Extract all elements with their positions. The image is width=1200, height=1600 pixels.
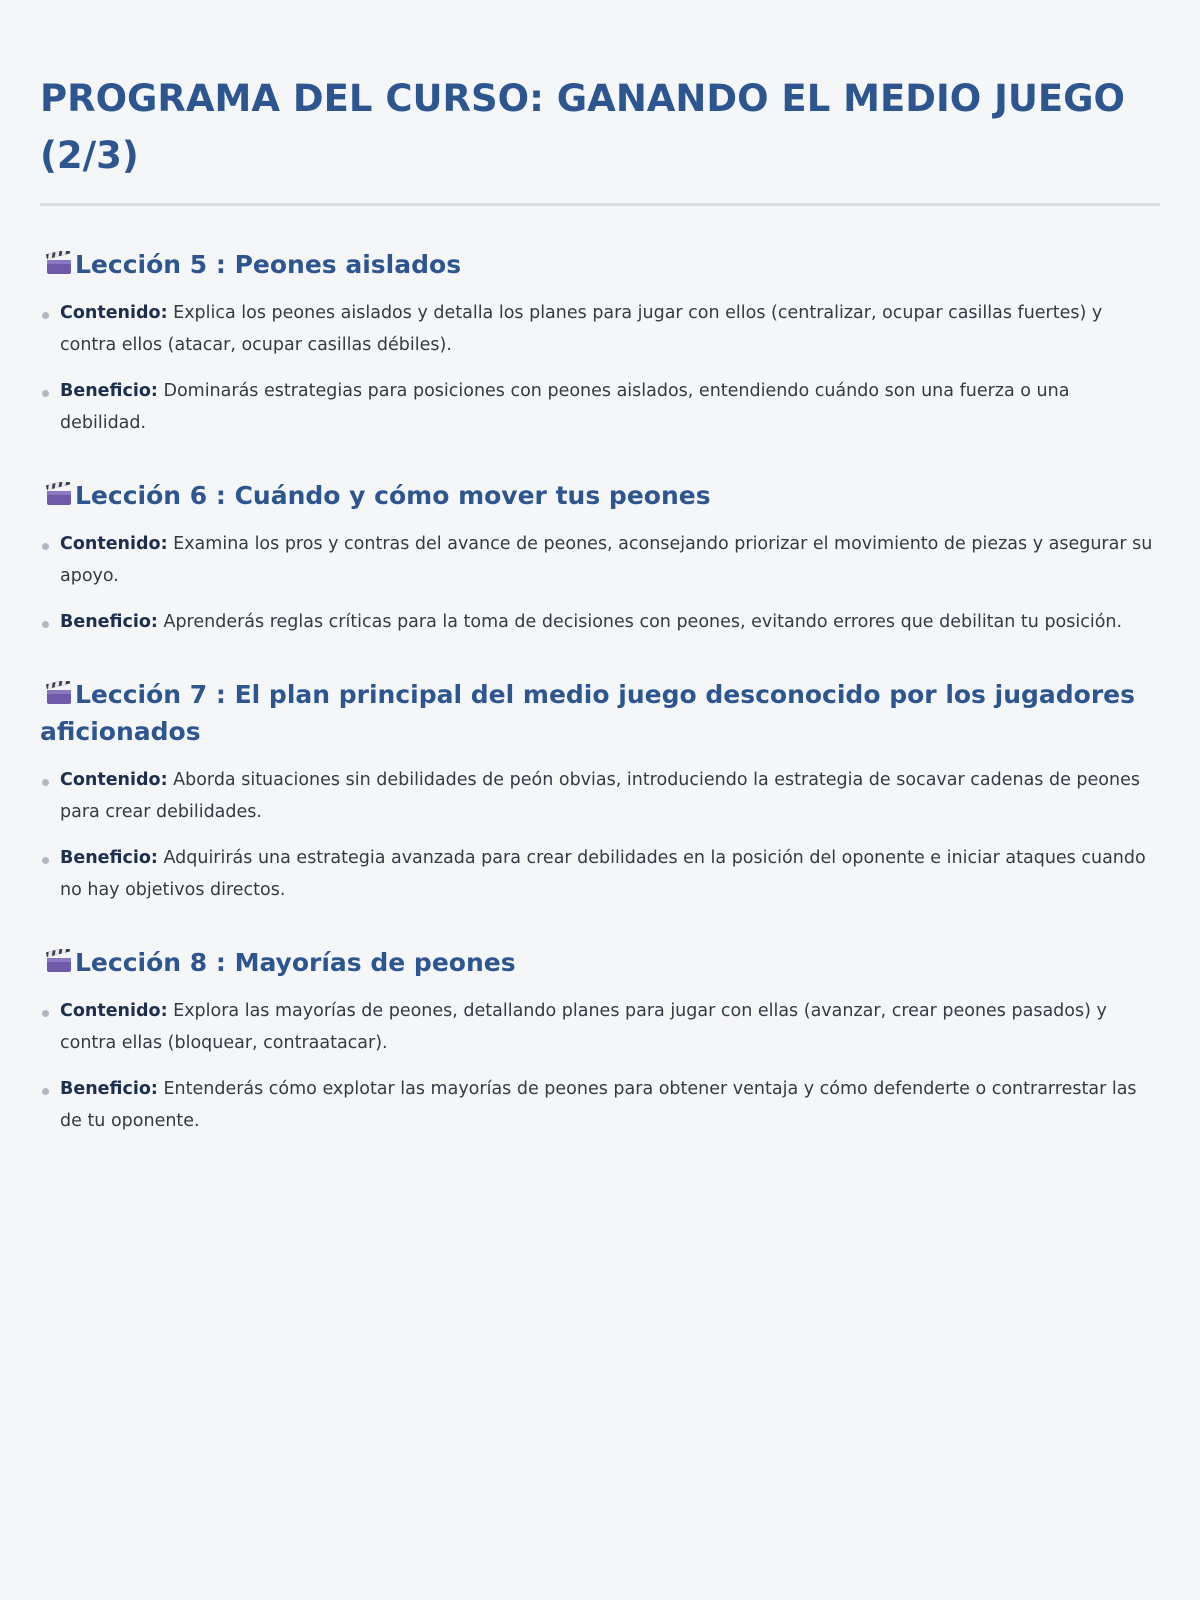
content-text: Explora las mayorías de peones, detallando planes para jugar con ellas (avanzar, crear peones pasados) y contra ellas (bloquear, contraatacar). (60, 1001, 1107, 1053)
list-item (60, 375, 1160, 439)
lesson-details (40, 995, 1160, 1137)
lesson-8 (40, 944, 1160, 1137)
list-item (60, 297, 1160, 361)
list-item (60, 842, 1160, 906)
content-label: Contenido: (60, 534, 168, 554)
benefit-text: Aprenderás reglas críticas para la toma de decisiones con peones, evitando errores que debilitan tu posición. (157, 612, 1123, 632)
lesson-details (40, 528, 1160, 638)
content-text: Aborda situaciones sin debilidades de peón obvias, introduciendo la estrategia de socavar cadenas de peones para crear debilidades. (60, 770, 1140, 822)
content-label: Contenido: (60, 770, 168, 790)
lesson-details (40, 764, 1160, 906)
benefit-label: Beneficio: (60, 1079, 158, 1099)
lesson-7 (40, 676, 1160, 906)
content-text: Explica los peones aislados y detalla los planes para jugar con ellos (centralizar, ocupar casillas fuertes) y contra ellos (atacar, ocupar casillas débiles). (60, 303, 1103, 355)
list-item (60, 995, 1160, 1059)
benefit-text: Entenderás cómo explotar las mayorías de peones para obtener ventaja y cómo defenderte o contrarrestar las de tu oponente. (60, 1079, 1137, 1131)
lesson-5 (40, 246, 1160, 439)
list-item (60, 1073, 1160, 1137)
lesson-heading-text: Lección 7 : El plan principal del medio juego desconocido por los jugadores aficionados (40, 680, 1136, 746)
lesson-6 (40, 477, 1160, 638)
lesson-heading-text: Lección 6 : Cuándo y cómo mover tus peones (75, 481, 711, 510)
content-label: Contenido: (60, 303, 168, 323)
clapper-board-icon (46, 482, 72, 506)
list-item (60, 764, 1160, 828)
content-text: Examina los pros y contras del avance de peones, aconsejando priorizar el movimiento de piezas y asegurar su apoyo. (60, 534, 1153, 586)
lesson-details (40, 297, 1160, 439)
lesson-heading (40, 944, 1160, 981)
lesson-heading (40, 676, 1160, 750)
content-label: Contenido: (60, 1001, 168, 1021)
benefit-label: Beneficio: (60, 381, 158, 401)
clapper-board-icon (46, 949, 72, 973)
benefit-text: Dominarás estrategias para posiciones con peones aislados, entendiendo cuándo son una fuerza o una debilidad. (60, 381, 1070, 433)
list-item (60, 606, 1160, 638)
benefit-text: Adquirirás una estrategia avanzada para crear debilidades en la posición del oponente e iniciar ataques cuando no hay objetivos directos. (60, 848, 1146, 900)
lesson-heading (40, 246, 1160, 283)
clapper-board-icon (46, 681, 72, 705)
page-title: PROGRAMA DEL CURSO: GANANDO EL MEDIO JUEGO (2/3) (40, 70, 1160, 206)
list-item (60, 528, 1160, 592)
lesson-heading (40, 477, 1160, 514)
benefit-label: Beneficio: (60, 612, 158, 632)
benefit-label: Beneficio: (60, 848, 158, 868)
lesson-heading-text: Lección 8 : Mayorías de peones (75, 948, 516, 977)
clapper-board-icon (46, 251, 72, 275)
lesson-heading-text: Lección 5 : Peones aislados (75, 250, 462, 279)
